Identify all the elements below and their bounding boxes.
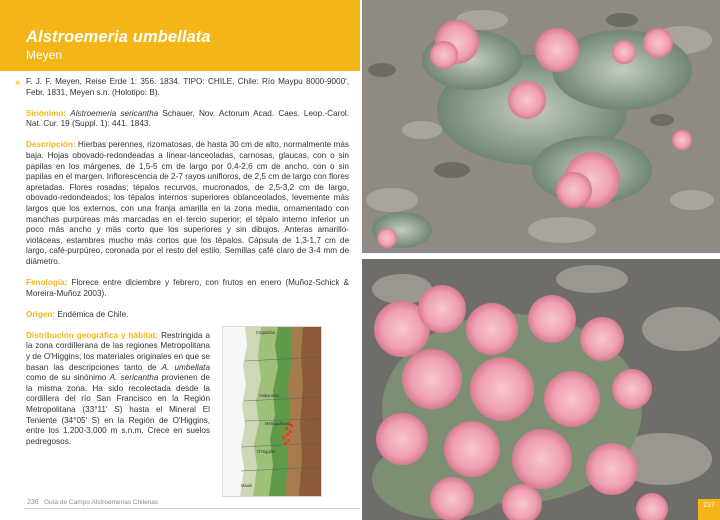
species-author: Meyen: [26, 48, 63, 62]
distribution-text: como de su sinónimo: [26, 373, 110, 383]
phenology-label: Fenología:: [26, 278, 68, 287]
map-label-metropolitana: Metropolitana: [265, 421, 291, 426]
distribution-map: [222, 326, 322, 497]
distribution-species: A. umbellata: [161, 362, 210, 372]
description-label: Descripción:: [26, 140, 76, 150]
distribution-text: Restringida a la zona cordillerana de las regiones Metropolitana y de O'Higgins; los materiales originales en que se basan las descripciones tanto de: [26, 330, 210, 372]
synonym-text: Schauer, Nov. Actorum Acad. Caes. Leop.-Carol. Nat. Cur. 19 (Suppl. 1): 441. 1843.: [26, 108, 349, 129]
reference-text: F. J. F. Meyen, Reise Erde 1: 356. 1834. TIPO: CHILE, Chile: Río Maypu 8000-9000', Febr. 1831, Meyen s.n. (Holotipo: B).: [26, 77, 349, 97]
double-chevron-icon: »: [15, 77, 21, 87]
description-paragraph: [26, 140, 349, 267]
plant-photo-bottom: [362, 259, 720, 520]
plant-photo-top: [362, 0, 720, 253]
synonym-paragraph: [26, 109, 349, 130]
description-text: Hierbas perennes, rizomatosas, de hasta 30 cm de alto, normalmente más baja. Hojas obovado-redondeadas a linear-lanceoladas, carnosas, glaucas, con o sin papilas en los márgenes, de 1,5-5 cm de largo por 0,4-2,6 cm de ancho, con o sin papilas en el margen. Inflorescencia de 2-7 rayos unifloros, de 2,5 cm de largo con flores apretadas. Flores rosadas; tépalos recurvos, mucronados, de 2,5-3,2 cm de largo, obovado-redondeados; los tépalos internos superiores oblanceolados, levemente más largos que los externos, con una franja amarilla en la zona media, ornamentado con manchas purpúreas más marcadas en el tercio superior; el tépalo interno inferior un poco más ancho y más corto que los superiores y sin dibujos. Anteras amarillo-violáceas, estambres mucho más cortos que los tépalos. Cápsula de 1,3-1,7 cm de largo, café-purpúreo, coronada por el resto del estilo. Semillas café claro de 3-4 mm de diámetro.: [26, 140, 349, 266]
page-number-right: 237: [698, 499, 720, 513]
plant-photo-bottom-image: [362, 259, 720, 520]
plant-photo-top-image: [362, 0, 720, 253]
distribution-paragraph: [26, 331, 210, 448]
map-svg: [223, 327, 321, 496]
species-title: Alstroemeria umbellata: [26, 28, 211, 46]
distribution-synonym: A. sericantha: [109, 373, 159, 383]
map-label-ohiggins: O'Higgins: [257, 449, 276, 454]
guide-title: Guía de Campo Alstroemerias Chilenas: [44, 499, 159, 506]
origin-label: Origen:: [26, 309, 56, 319]
map-label-coquimbo: Coquimbo: [256, 330, 276, 335]
right-page: [360, 0, 720, 520]
map-label-maule: Maule: [241, 483, 253, 488]
synonym-label: Sinónimo:: [26, 108, 67, 118]
synonym-name: Alstroemeria sericantha: [70, 108, 159, 118]
distribution-text: provienen de la misma zona. Ha sido recolectada desde la cordillera del río San Francisco en la Región Metropolitana (33°11' S) hasta el Mineral El Teniente (34°05' S) en la Región de O'Higgins, entre los 1.200-3.000 m s.n.m. Crece en suelos pedregosos.: [26, 373, 210, 446]
title-band: [0, 0, 360, 71]
phenology-text: Florece entre diciembre y febrero, con frutos en enero (Muñoz-Schick & Moreira-Muñoz 2003).: [26, 278, 349, 298]
page-corner-strip: [698, 513, 720, 520]
distribution-label: Distribución geográfica y hábitat:: [26, 330, 159, 340]
phenology-paragraph: [26, 278, 349, 299]
map-label-valparaiso: Valparaíso: [259, 393, 279, 398]
origin-text: Endémica de Chile.: [55, 309, 129, 319]
page-number-left: 236: [27, 499, 39, 506]
footer-rule: [24, 508, 360, 509]
origin-paragraph: [26, 310, 349, 321]
reference-paragraph: [15, 77, 349, 98]
